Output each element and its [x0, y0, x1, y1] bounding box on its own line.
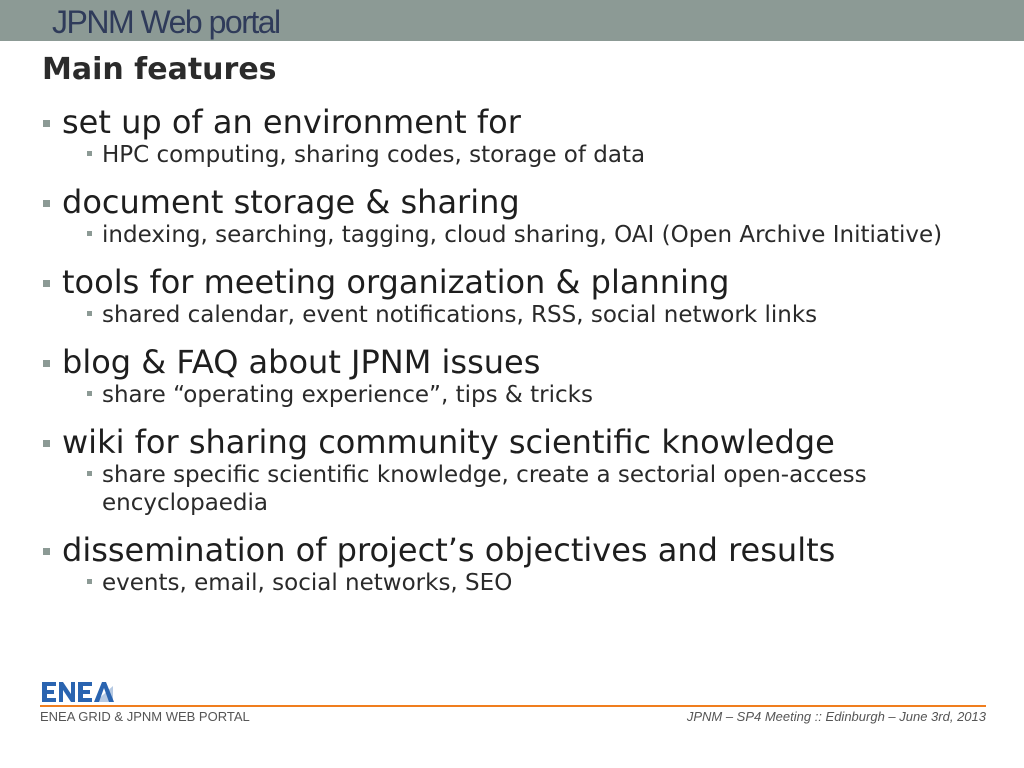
- sub-bullet: [82, 301, 982, 329]
- bullet-marker: [43, 200, 50, 207]
- bullet-marker: [43, 360, 50, 367]
- sub-bullet-text: indexing, searching, tagging, cloud sharing, OAI (Open Archive Initiative): [102, 222, 943, 248]
- sub-bullet-marker: [87, 391, 92, 396]
- sub-bullet: [82, 141, 982, 169]
- footer-right-text: JPNM – SP4 Meeting :: Edinburgh – June 3rd, 2013: [686, 709, 986, 724]
- bullet-text: set up of an environment for: [62, 103, 521, 141]
- sub-bullet: [82, 221, 982, 249]
- feature-bullet: [42, 343, 982, 409]
- footer-left-text: ENEA GRID & JPNM WEB PORTAL: [40, 709, 250, 724]
- sub-bullet-marker: [87, 151, 92, 156]
- section-title: Main features: [42, 52, 277, 87]
- bullet-text: tools for meeting organization & planning: [62, 263, 730, 301]
- footer-rule: [40, 705, 986, 707]
- sub-bullet-text: events, email, social networks, SEO: [102, 570, 513, 596]
- sub-bullet: [82, 461, 982, 517]
- bullet-text: wiki for sharing community scientific knowledge: [62, 423, 835, 461]
- bullet-text: blog & FAQ about JPNM issues: [62, 343, 541, 381]
- bullet-marker: [43, 548, 50, 555]
- slide-title: JPNM Web portal: [52, 4, 280, 40]
- sub-bullet-text: HPC computing, sharing codes, storage of data: [102, 142, 646, 168]
- sub-bullet: [82, 381, 982, 409]
- sub-bullet-text: shared calendar, event notifications, RSS, social network links: [102, 302, 818, 328]
- sub-bullet-marker: [87, 471, 92, 476]
- bullet-text: document storage & sharing: [62, 183, 520, 221]
- bullet-marker: [43, 120, 50, 127]
- sub-bullet-marker: [87, 231, 92, 236]
- feature-bullet: [42, 263, 982, 329]
- feature-bullet: [42, 103, 982, 169]
- sub-bullet-text: share specific scientific knowledge, create a sectorial open-access encyclopaedia: [102, 462, 867, 516]
- feature-bullet: [42, 423, 982, 517]
- enea-logo: [40, 680, 114, 704]
- sub-bullet-marker: [87, 311, 92, 316]
- bullet-text: dissemination of project’s objectives and results: [62, 531, 836, 569]
- bullet-marker: [43, 280, 50, 287]
- feature-bullet: [42, 183, 982, 249]
- feature-list: [42, 103, 982, 611]
- feature-bullet: [42, 531, 982, 597]
- sub-bullet-text: share “operating experience”, tips & tricks: [102, 382, 593, 408]
- sub-bullet: [82, 569, 982, 597]
- title-bar: [0, 0, 1024, 41]
- sub-bullet-marker: [87, 579, 92, 584]
- bullet-marker: [43, 440, 50, 447]
